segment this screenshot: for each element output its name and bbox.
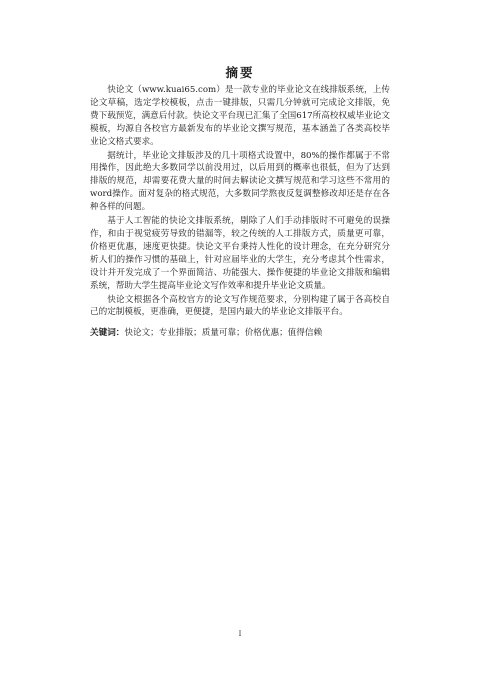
paragraph: 快论文（www.kuai65.com）是一款专业的毕业论文在线排版系统，上传论文草稿，选定学校模板，点击一键排版，只需几分钟就可完成论文排版，免费下载预览，满意后付款。快论文平台现已汇集了全国617所高校权威毕业论文模板，均源自各校官方最新发布的毕业论文撰写规范，基本涵盖了各类高校毕业论文格式要求。 <box>90 85 390 147</box>
page-number: I <box>238 630 242 638</box>
paragraph: 快论文根据各个高校官方的论文写作规范要求，分别构建了属于各高校自己的定制模板，更准确，更便捷，是国内最大的毕业论文排版平台。 <box>90 294 390 318</box>
abstract-body <box>90 84 390 320</box>
abstract-title: 摘要 <box>225 65 255 80</box>
paragraph: 基于人工智能的快论文排版系统，剔除了人们手动排版时不可避免的误操作，和由于视觉疲劳导致的错漏等，较之传统的人工排版方式，质量更可靠，价格更优惠，速度更快捷。快论文平台秉持人性化的设计理念，在充分研究分析人们的操作习惯的基础上，针对应届毕业的大学生，充分考虑其个性需求，设计并开发完成了一个界面简洁、功能强大、操作便捷的毕业论文排版和编辑系统，帮助大学生提高毕业论文写作效率和提升毕业论文质量。 <box>90 216 390 291</box>
keywords-label: 关键词： <box>90 328 125 338</box>
paragraph: 据统计，毕业论文排版涉及的几十项格式设置中，80%的操作都属于不常用操作，因此绝大多数同学以前没用过，以后用到的概率也很低，但为了达到排版的规范，却需要花费大量的时间去解读论文撰写规范和学习这些不常用的word操作。面对复杂的格式规范，大多数同学熬夜反复调整修改却还是存在各种各样的问题。 <box>90 150 390 213</box>
keywords-line <box>90 327 390 339</box>
keywords-text: 快论文；专业排版；质量可靠；价格优惠；值得信赖 <box>124 328 323 338</box>
